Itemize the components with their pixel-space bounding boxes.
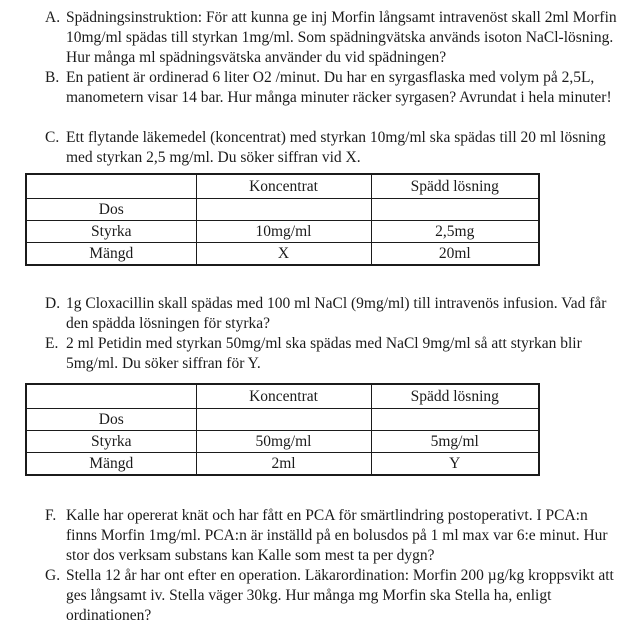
table-cell bbox=[371, 199, 539, 221]
question-g-label: G. bbox=[45, 567, 61, 584]
dilution-table-1 bbox=[25, 173, 540, 266]
table-header-spadd-losning: Spädd lösning bbox=[371, 384, 539, 409]
question-a-text: Spädningsinstruktion: För att kunna ge inj Morfin långsamt intravenöst skall 2ml Morfin 10mg/ml spädas till styrkan 1mg/ml. Som spädningvätska används isoton NaCl-lösning. Hur många ml spädningsvätska använder du vid spädningen? bbox=[66, 9, 617, 66]
table-row bbox=[26, 243, 539, 266]
table-cell bbox=[196, 409, 371, 431]
table-cell bbox=[26, 384, 196, 409]
question-a-label: A. bbox=[45, 9, 61, 26]
table-cell: Y bbox=[371, 453, 539, 476]
table-cell: X bbox=[196, 243, 371, 266]
table-cell bbox=[371, 409, 539, 431]
question-c-label: C. bbox=[45, 129, 60, 146]
question-e bbox=[45, 334, 622, 374]
table-cell-styrka: Styrka bbox=[26, 221, 196, 243]
table-row bbox=[26, 221, 539, 243]
question-f-label: F. bbox=[45, 507, 57, 524]
table-row bbox=[26, 199, 539, 221]
table-row bbox=[26, 409, 539, 431]
table-cell: 2ml bbox=[196, 453, 371, 476]
question-a bbox=[45, 8, 622, 68]
table-cell-dos: Dos bbox=[26, 199, 196, 221]
dilution-table-2 bbox=[25, 383, 540, 476]
question-d-label: D. bbox=[45, 295, 61, 312]
question-e-text: 2 ml Petidin med styrkan 50mg/ml ska spädas med NaCl 9mg/ml så att styrkan blir 5mg/ml. Du söker siffran för Y. bbox=[66, 335, 582, 372]
table-header-spadd-losning: Spädd lösning bbox=[371, 174, 539, 199]
table-cell: 10mg/ml bbox=[196, 221, 371, 243]
table-cell-mangd: Mängd bbox=[26, 453, 196, 476]
table-header-koncentrat: Koncentrat bbox=[196, 384, 371, 409]
question-g bbox=[45, 566, 622, 626]
question-c-text: Ett flytande läkemedel (koncentrat) med styrkan 10mg/ml ska spädas till 20 ml lösning med styrkan 2,5 mg/ml. Du söker siffran vid X. bbox=[66, 129, 606, 166]
table-cell bbox=[196, 199, 371, 221]
table-cell: 5mg/ml bbox=[371, 431, 539, 453]
table-cell-styrka: Styrka bbox=[26, 431, 196, 453]
table-row bbox=[26, 174, 539, 199]
table-row bbox=[26, 384, 539, 409]
table-cell: 50mg/ml bbox=[196, 431, 371, 453]
question-b-label: B. bbox=[45, 69, 60, 86]
table-header-koncentrat: Koncentrat bbox=[196, 174, 371, 199]
table-cell-mangd: Mängd bbox=[26, 243, 196, 266]
question-e-label: E. bbox=[45, 335, 59, 352]
table-row bbox=[26, 431, 539, 453]
table-cell bbox=[26, 174, 196, 199]
question-f bbox=[45, 506, 622, 566]
question-c bbox=[45, 128, 622, 168]
question-d bbox=[45, 294, 622, 334]
question-f-text: Kalle har opererat knät och har fått en PCA för smärtlindring postoperativt. I PCA:n finns Morfin 1mg/ml. PCA:n är inställd på en bolusdos på 1 ml max var 6:e minut. Hur stor dos verksam substans kan Kalle som mest ta per dygn? bbox=[66, 507, 608, 564]
question-b-text: En patient är ordinerad 6 liter O2 /minut. Du har en syrgasflaska med volym på 2,5L, manometern visar 14 bar. Hur många minuter räcker syrgasen? Avrundat i hela minuter! bbox=[66, 69, 612, 106]
question-b bbox=[45, 68, 622, 108]
table-row bbox=[26, 453, 539, 476]
table-cell: 20ml bbox=[371, 243, 539, 266]
table-cell-dos: Dos bbox=[26, 409, 196, 431]
question-d-text: 1g Cloxacillin skall spädas med 100 ml NaCl (9mg/ml) till intravenös infusion. Vad får den spädda lösningen för styrka? bbox=[66, 295, 607, 332]
table-cell: 2,5mg bbox=[371, 221, 539, 243]
question-g-text: Stella 12 år har ont efter en operation. Läkarordination: Morfin 200 µg/kg kroppsvikt att ges långsamt iv. Stella väger 30kg. Hur många mg Morfin ska Stella ha, enligt ordinationen? bbox=[66, 567, 614, 624]
